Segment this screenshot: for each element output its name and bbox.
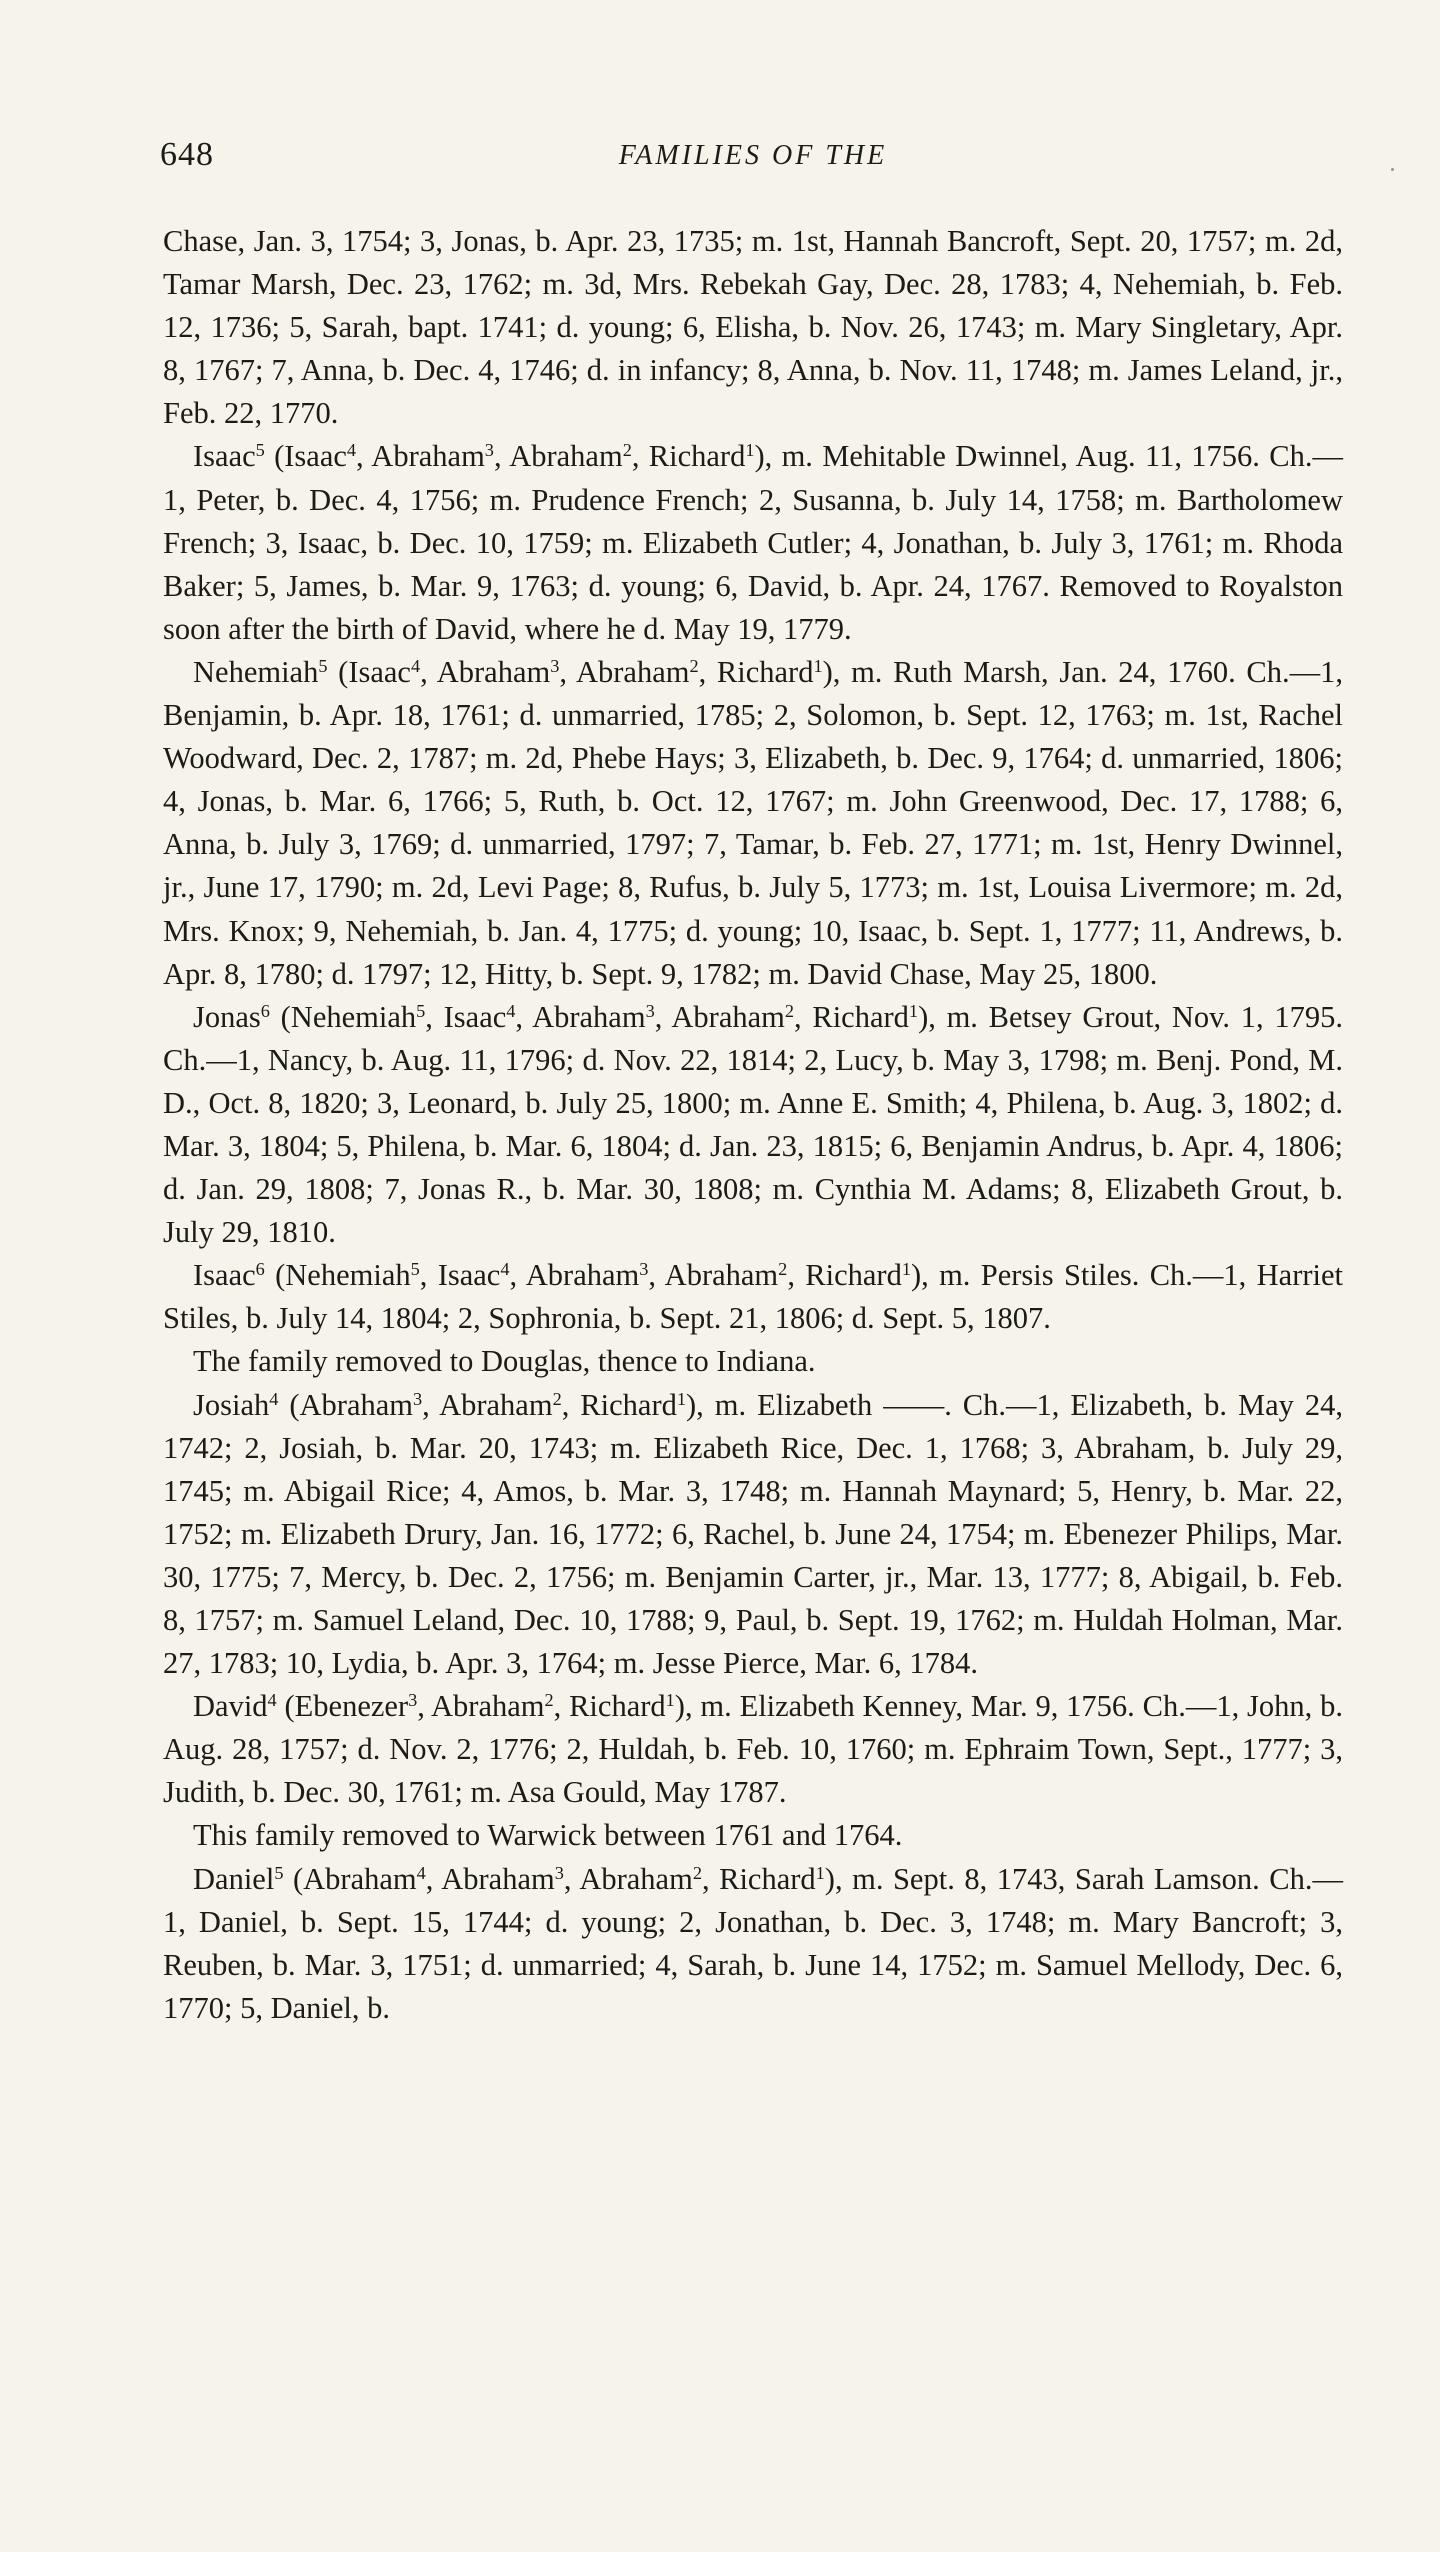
paragraph-isaac-6: Isaac$^6$ (Nehemiah$^5$, Isaac$^4$, Abraham$^3$, Abraham$^2$, Richard$^1$), m. Persis Stiles. Ch.—1, Harriet Stiles, b. July 14, 1804; 2, Sophronia, b. Sept. 21, 1806; d. Sept. 5, 1807. [163,1258,1343,1336]
print-speck [1391,168,1394,171]
paragraph-removal-note: The family removed to Douglas, thence to Indiana. [193,1344,816,1379]
page-header [160,136,1346,176]
paragraph-josiah-4: Josiah$^4$ (Abraham$^3$, Abraham$^2$, Richard$^1$), m. Elizabeth ——. Ch.—1, Elizabeth, b. May 24, 1742; 2, Josiah, b. Mar. 20, 1743; m. Elizabeth Rice, Dec. 1, 1768; 3, Abraham, b. July 29, 1745; m. Abigail Rice; 4, Amos, b. Mar. 3, 1748; m. Hannah Maynard; 5, Henry, b. Mar. 22, 1752; m. Elizabeth Drury, Jan. 16, 1772; 6, Rachel, b. June 24, 1754; m. Ebenezer Philips, Mar. 30, 1775; 7, Mercy, b. Dec. 2, 1756; m. Benjamin Carter, jr., Mar. 13, 1777; 8, Abigail, b. Feb. 8, 1757; m. Samuel Leland, Dec. 10, 1788; 9, Paul, b. Sept. 19, 1762; m. Huldah Holman, Mar. 27, 1783; 10, Lydia, b. Apr. 3, 1764; m. Jesse Pierce, Mar. 6, 1784. [163,1387,1343,1681]
paragraph-david-4: David$^4$ (Ebenezer$^3$, Abraham$^2$, Richard$^1$), m. Elizabeth Kenney, Mar. 9, 1756. Ch.—1, John, b. Aug. 28, 1757; d. Nov. 2, 1776; 2, Huldah, b. Feb. 10, 1760; m. Ephraim Town, Sept., 1777; 3, Judith, b. Dec. 30, 1761; m. Asa Gould, May 1787. [163,1689,1343,1810]
paragraph-isaac-5: Isaac$^5$ (Isaac$^4$, Abraham$^3$, Abraham$^2$, Richard$^1$), m. Mehitable Dwinnel, Aug. 11, 1756. Ch.—1, Peter, b. Dec. 4, 1756; m. Prudence French; 2, Susanna, b. July 14, 1758; m. Bartholomew French; 3, Isaac, b. Dec. 10, 1759; m. Elizabeth Cutler; 4, Jonathan, b. July 3, 1761; m. Rhoda Baker; 5, James, b. Mar. 9, 1763; d. young; 6, David, b. Apr. 24, 1767. Removed to Royalston soon after the birth of David, where he d. May 19, 1779. [163,439,1343,646]
running-title: FAMILIES OF THE [618,140,888,171]
paragraph-daniel-5: Daniel$^5$ (Abraham$^4$, Abraham$^3$, Abraham$^2$, Richard$^1$), m. Sept. 8, 1743, Sarah Lamson. Ch.—1, Daniel, b. Sept. 15, 1744; d. young; 2, Jonathan, b. Dec. 3, 1748; m. Mary Bancroft; 3, Reuben, b. Mar. 3, 1751; d. unmarried; 4, Sarah, b. June 14, 1752; m. Samuel Mellody, Dec. 6, 1770; 5, Daniel, b. [163,1861,1343,2025]
paragraph-nehemiah-5: Nehemiah$^5$ (Isaac$^4$, Abraham$^3$, Abraham$^2$, Richard$^1$), m. Ruth Marsh, Jan. 24, 1760. Ch.—1, Benjamin, b. Apr. 18, 1761; d. unmarried, 1785; 2, Solomon, b. Sept. 12, 1763; m. 1st, Rachel Woodward, Dec. 2, 1787; m. 2d, Phebe Hays; 3, Elizabeth, b. Dec. 9, 1764; d. unmarried, 1806; 4, Jonas, b. Mar. 6, 1766; 5, Ruth, b. Oct. 12, 1767; m. John Greenwood, Dec. 17, 1788; 6, Anna, b. July 3, 1769; d. unmarried, 1797; 7, Tamar, b. Feb. 27, 1771; m. 1st, Henry Dwinnel, jr., June 17, 1790; m. 2d, Levi Page; 8, Rufus, b. July 5, 1773; m. 1st, Louisa Livermore; m. 2d, Mrs. Knox; 9, Nehemiah, b. Jan. 4, 1775; d. young; 10, Isaac, b. Sept. 1, 1777; 11, Andrews, b. Apr. 8, 1780; d. 1797; 12, Hitty, b. Sept. 9, 1782; m. David Chase, May 25, 1800. [163,654,1343,991]
genealogy-text [163,220,1343,2030]
paragraph-chase-continuation: Chase, Jan. 3, 1754; 3, Jonas, b. Apr. 23, 1735; m. 1st, Hannah Bancroft, Sept. 20, 1757; m. 2d, Tamar Marsh, Dec. 23, 1762; m. 3d, Mrs. Rebekah Gay, Dec. 28, 1783; 4, Nehemiah, b. Feb. 12, 1736; 5, Sarah, bapt. 1741; d. young; 6, Elisha, b. Nov. 26, 1743; m. Mary Singletary, Apr. 8, 1767; 7, Anna, b. Dec. 4, 1746; d. in infancy; 8, Anna, b. Nov. 11, 1748; m. James Leland, jr., Feb. 22, 1770. [163,224,1343,431]
paragraph-jonas-6: Jonas$^6$ (Nehemiah$^5$, Isaac$^4$, Abraham$^3$, Abraham$^2$, Richard$^1$), m. Betsey Grout, Nov. 1, 1795. Ch.—1, Nancy, b. Aug. 11, 1796; d. Nov. 22, 1814; 2, Lucy, b. May 3, 1798; m. Benj. Pond, M. D., Oct. 8, 1820; 3, Leonard, b. July 25, 1800; m. Anne E. Smith; 4, Philena, b. Aug. 3, 1802; d. Mar. 3, 1804; 5, Philena, b. Mar. 6, 1804; d. Jan. 23, 1815; 6, Benjamin Andrus, b. Apr. 4, 1806; d. Jan. 29, 1808; 7, Jonas R., b. Mar. 30, 1808; m. Cynthia M. Adams; 8, Elizabeth Grout, b. July 29, 1810. [163,999,1343,1250]
paragraph-warwick-note: This family removed to Warwick between 1761 and 1764. [193,1818,903,1853]
page-number: 648 [160,136,214,173]
